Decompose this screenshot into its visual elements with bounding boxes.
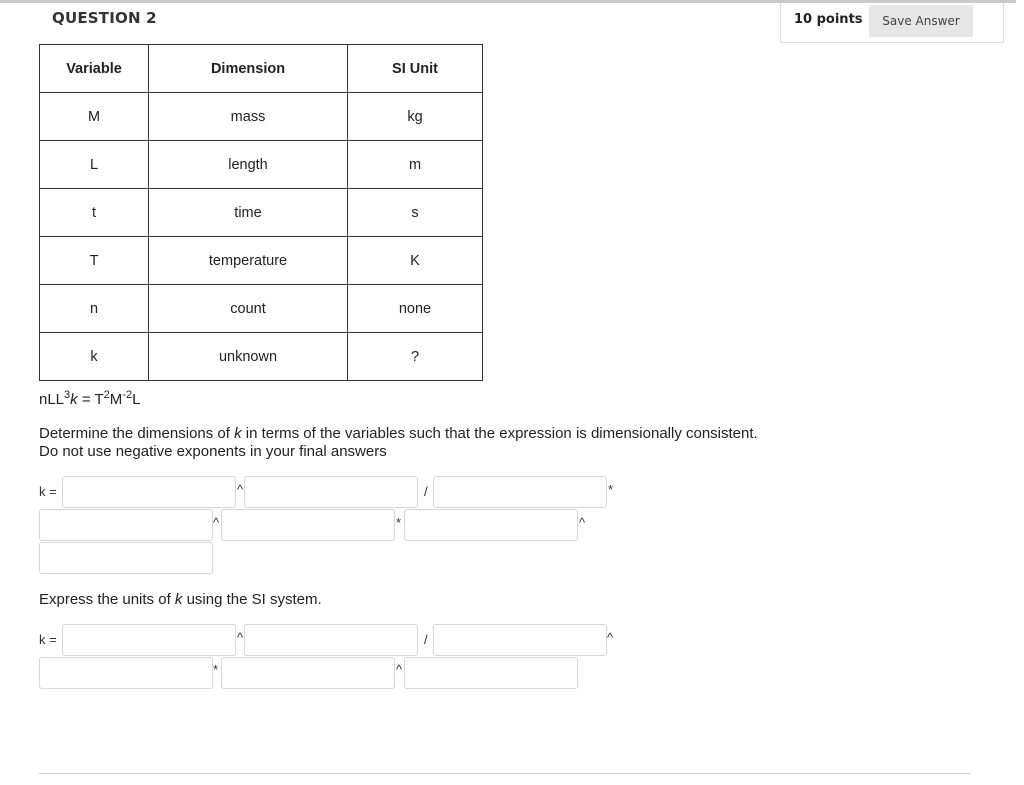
unit-answer-field-3[interactable]: [433, 624, 607, 656]
units-prompt: [39, 591, 322, 608]
cell-dimension: count: [149, 285, 348, 333]
cell-dimension: length: [149, 141, 348, 189]
prompt-text: using the SI system.: [182, 591, 322, 608]
cell-si-unit: s: [348, 189, 483, 237]
equation-exponent: 2: [103, 389, 110, 401]
cell-variable: k: [40, 333, 149, 381]
question-title: QUESTION 2: [52, 9, 157, 27]
caret-operator: ^: [579, 515, 586, 530]
dim-answer-field-3[interactable]: [433, 476, 607, 508]
table-row: [40, 93, 483, 141]
prompt-text: in terms of the variables such that the expression is dimensionally consistent. Do not use negative exponents in your final answers: [39, 425, 758, 460]
cell-variable: n: [40, 285, 149, 333]
dim-answer-field-7[interactable]: [39, 542, 213, 574]
dimensions-prompt: [39, 425, 759, 461]
header-dimension: Dimension: [149, 45, 348, 93]
cell-si-unit: kg: [348, 93, 483, 141]
save-answer-button[interactable]: Save Answer: [869, 5, 973, 37]
table-row: [40, 333, 483, 381]
cell-dimension: unknown: [149, 333, 348, 381]
dim-answer-field-2[interactable]: [244, 476, 418, 508]
prompt-text: Determine the dimensions of: [39, 425, 235, 442]
points-value: 10 points: [794, 12, 863, 27]
table-header-row: [40, 45, 483, 93]
unit-answer-field-5[interactable]: [221, 657, 395, 689]
equation-exponent: 3: [64, 389, 71, 401]
star-operator: *: [213, 662, 219, 677]
cell-variable: T: [40, 237, 149, 285]
star-operator: *: [396, 515, 402, 530]
caret-operator: ^: [237, 482, 244, 497]
k-label: k =: [39, 484, 57, 499]
header-si-unit: SI Unit: [348, 45, 483, 93]
cell-variable: L: [40, 141, 149, 189]
equation-exponent: -2: [122, 389, 133, 401]
dim-answer-field-1[interactable]: [62, 476, 236, 508]
table-row: [40, 237, 483, 285]
bottom-divider: [39, 773, 971, 774]
equation: [39, 389, 140, 408]
dim-answer-field-4[interactable]: [39, 509, 213, 541]
cell-variable: M: [40, 93, 149, 141]
table-row: [40, 285, 483, 333]
table-row: [40, 189, 483, 237]
points-panel: [780, 3, 1004, 43]
prompt-k: k: [234, 425, 242, 442]
variables-table: [39, 44, 483, 381]
unit-answer-field-1[interactable]: [62, 624, 236, 656]
cell-dimension: mass: [149, 93, 348, 141]
equation-term: M: [109, 391, 123, 408]
prompt-k: k: [174, 591, 183, 608]
caret-operator: ^: [237, 630, 244, 645]
cell-variable: t: [40, 189, 149, 237]
caret-operator: ^: [396, 662, 403, 677]
dim-answer-field-6[interactable]: [404, 509, 578, 541]
slash-operator: /: [424, 484, 428, 499]
table-row: [40, 141, 483, 189]
equation-term: = T: [77, 391, 104, 408]
caret-operator: ^: [213, 515, 220, 530]
cell-dimension: time: [149, 189, 348, 237]
star-operator: *: [608, 482, 614, 497]
unit-answer-field-2[interactable]: [244, 624, 418, 656]
cell-si-unit: none: [348, 285, 483, 333]
header-variable: Variable: [40, 45, 149, 93]
dim-answer-field-5[interactable]: [221, 509, 395, 541]
k-label: k =: [39, 632, 57, 647]
caret-operator: ^: [607, 630, 614, 645]
equation-term: nLL: [39, 391, 65, 408]
unit-answer-field-4[interactable]: [39, 657, 213, 689]
unit-answer-field-6[interactable]: [404, 657, 578, 689]
cell-si-unit: m: [348, 141, 483, 189]
cell-si-unit: K: [348, 237, 483, 285]
equation-k: k: [70, 391, 78, 408]
slash-operator: /: [424, 632, 428, 647]
prompt-text: Express the units of: [39, 591, 175, 608]
cell-si-unit: ?: [348, 333, 483, 381]
equation-term: L: [132, 391, 141, 408]
cell-dimension: temperature: [149, 237, 348, 285]
